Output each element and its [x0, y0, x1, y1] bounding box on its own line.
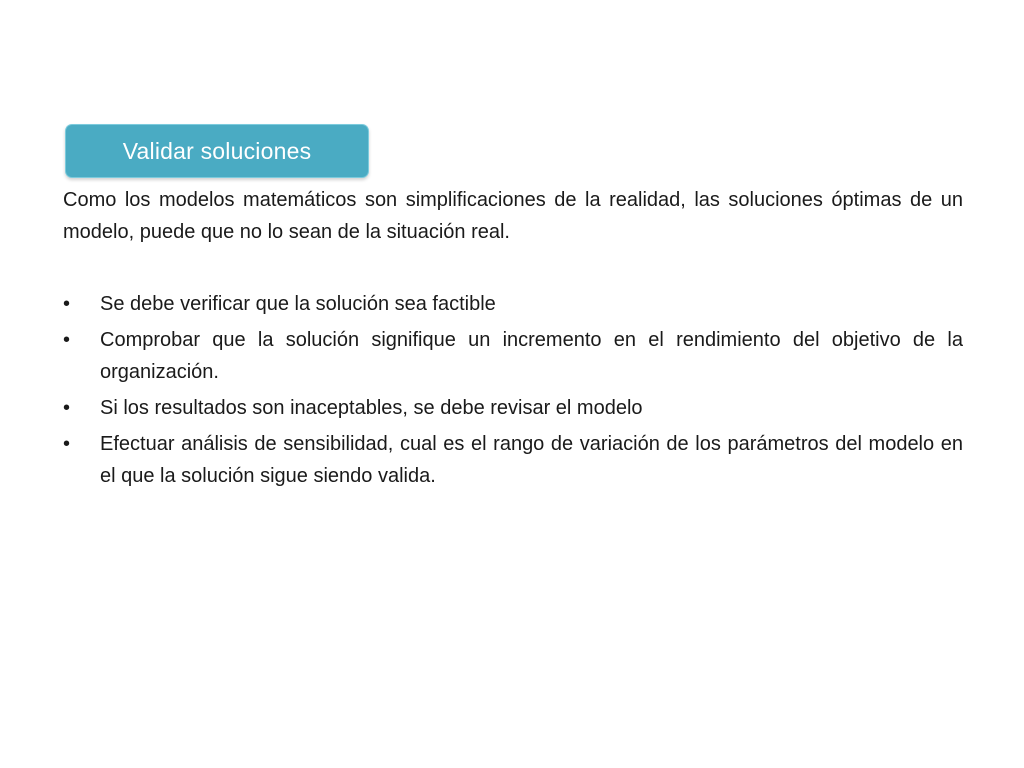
bullet-item: [63, 324, 963, 388]
slide-title: Validar soluciones: [122, 137, 312, 164]
bullet-list: [63, 288, 963, 496]
bullet-dot-icon: •: [63, 397, 71, 419]
bullet-text: Efectuar análisis de sensibilidad, cual es el rango de variación de los parámetros del modelo en el que la solución sigue siendo valida.: [100, 433, 963, 487]
intro-paragraph: Como los modelos matemáticos son simplificaciones de la realidad, las soluciones óptimas de un modelo, puede que no lo sean de la situación real.: [63, 189, 963, 243]
title-badge: [65, 124, 369, 178]
bullet-text: Comprobar que la solución signifique un incremento en el rendimiento del objetivo de la organización.: [100, 329, 963, 383]
bullet-text: Si los resultados son inaceptables, se debe revisar el modelo: [100, 397, 643, 419]
bullet-dot-icon: •: [63, 433, 71, 455]
bullet-text: Se debe verificar que la solución sea factible: [100, 293, 496, 315]
bullet-item: [63, 392, 963, 424]
bullet-dot-icon: •: [63, 293, 71, 315]
bullet-item: [63, 288, 963, 320]
bullet-dot-icon: •: [63, 329, 71, 351]
bullet-item: [63, 428, 963, 492]
